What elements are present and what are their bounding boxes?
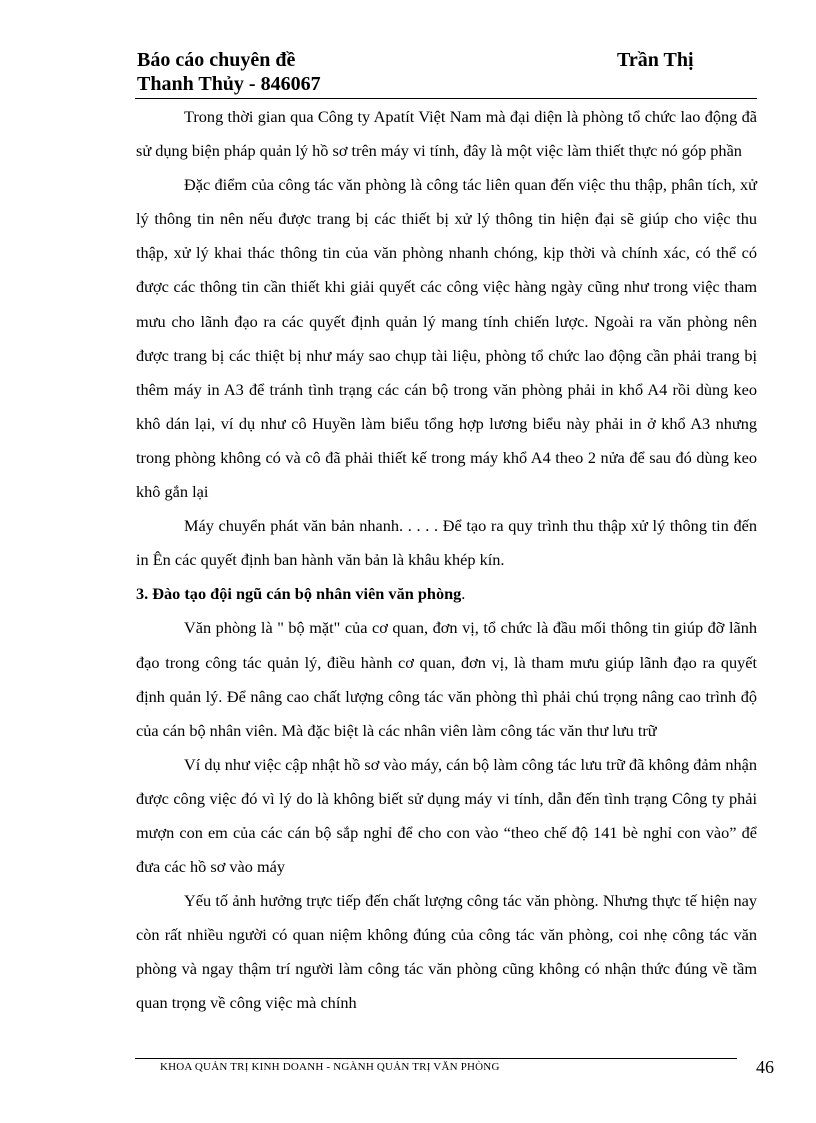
header-author-first: Trần Thị [617,49,694,71]
section-heading [136,577,757,611]
header-author-name-id: Thanh Thủy - 846067 [137,73,321,95]
header-report-title: Báo cáo chuyên đề [137,49,296,71]
paragraph-3: Máy chuyển phát văn bản nhanh. . . . . Để tạo ra quy trình thu thập xử lý thông tin đến in Ên các quyết định ban hành văn bản là khâu khép kín. [136,516,757,570]
paragraph-4: Văn phòng là " bộ mặt" của cơ quan, đơn vị, tổ chức là đầu mối thông tin giúp đỡ lãnh đạo trong công tác quản lý, điều hành cơ quan, đơn vị, là tham mưu giúp lãnh đạo ra quyết định quản lý. Để nâng cao chất lượng công tác văn phòng thì phải chú trọng nâng cao trình độ của cán bộ nhân viên. Mà đặc biệt là các nhân viên làm công tác văn thư lưu trữ [136,618,757,740]
page-number: 46 [756,1057,774,1077]
section-heading-text: 3. Đào tạo đội ngũ cán bộ nhân viên văn phòng [136,584,462,604]
footer-department: KHOA QUẢN TRỊ KINH DOANH - NGÀNH QUẢN TRỊ VĂN PHÒNG [160,1061,500,1073]
paragraph-5: Ví dụ như việc cập nhật hồ sơ vào máy, cán bộ làm công tác lưu trữ đã không đảm nhận được công việc đó vì lý do là không biết sử dụng máy vi tính, dẫn đến tình trạng Công ty phải mượn con em của các cán bộ sắp nghỉ để cho con vào “theo chế độ 141 bè nghỉ con vào” để đưa các hồ sơ vào máy [136,754,757,877]
section-heading-period: . [461,584,466,604]
document-body [136,100,757,1021]
paragraph-2: Đặc điểm của công tác văn phòng là công tác liên quan đến việc thu thập, phân tích, xử lý thông tin nên nếu được trang bị các thiết bị xử lý thông tin hiện đại sẽ giúp cho việc thu thập, xử lý khai thác thông tin của văn phòng nhanh chóng, kịp thời và chính xác, có thể có được các thông tin cần thiết khi giải quyết các công việc hàng ngày cũng như trong việc tham mưu cho lãnh đạo ra các quyết định quản lý mang tính chiến lược. Ngoài ra văn phòng nên được trang bị các thiệt bị như máy sao chụp tài liệu, phòng tổ chức lao động cần phải trang bị thêm máy in A3 để tránh tình trạng các cán bộ trong văn phòng phải in khổ A4 rồi dùng keo khô dán lại, ví dụ như cô Huyền làm biểu tổng hợp lương biểu này phải in ở khổ A3 nhưng trong phòng không có và cô đã phải thiết kế trong máy khổ A4 theo 2 nửa để sau đó dùng keo khô gắn lại [136,175,757,502]
paragraph-1: Trong thời gian qua Công ty Apatít Việt Nam mà đại diện là phòng tổ chức lao động đã sử dụng biện pháp quản lý hồ sơ trên máy vi tính, đây là một việc làm thiết thực nó góp phần [136,107,757,161]
footer-divider [135,1058,737,1059]
header-divider [135,98,757,99]
paragraph-6: Yếu tố ảnh hưởng trực tiếp đến chất lượng công tác văn phòng. Nhưng thực tế hiện nay còn rất nhiều người có quan niệm không đúng của công tác văn phòng, coi nhẹ công tác văn phòng và ngay thậm trí người làm công tác văn phòng cũng không có nhận thức đúng về tầm quan trọng về công việc mà chính [136,891,757,1013]
